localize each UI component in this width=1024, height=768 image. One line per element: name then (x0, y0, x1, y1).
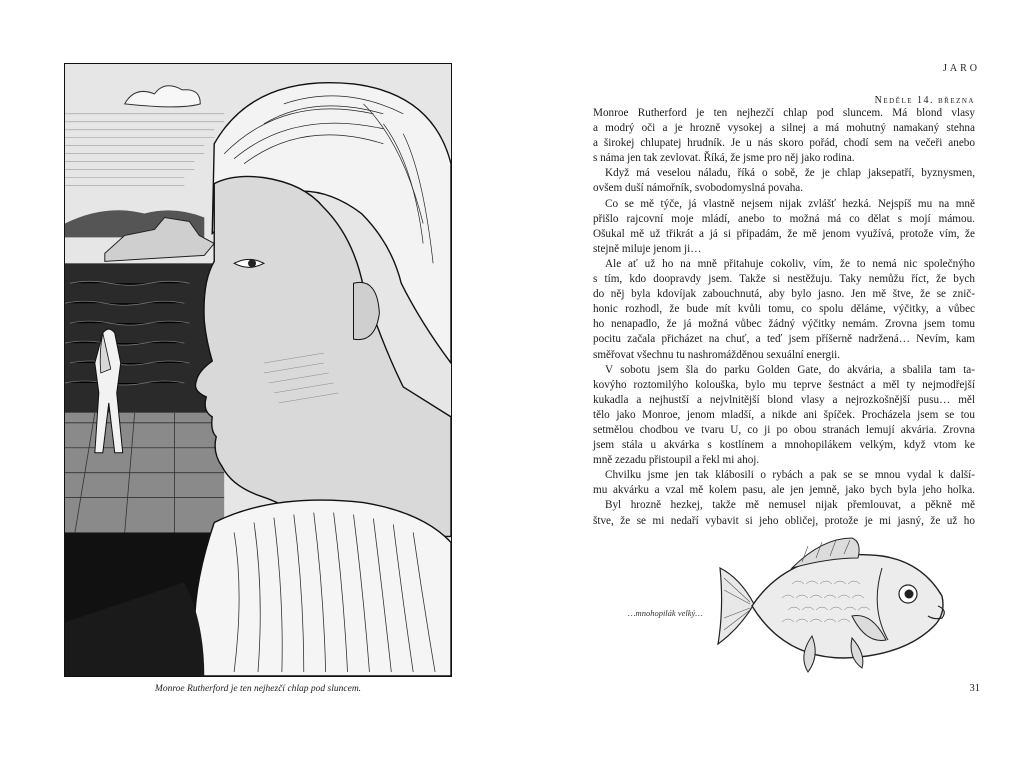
fish-illustration (712, 528, 952, 678)
text-line: tělo jako Monroe, jenom mladší, a nikde ani špíček. Procházela jsem se tou (593, 408, 975, 421)
text-line: setmělou chodbou ve tvaru U, co ji po obou stranách lemují akvária. Zrovna (593, 423, 975, 436)
page-number: 31 (969, 683, 980, 694)
text-line: pocitu začala přicházet na chuť, a teď jsem příšerně nadržená… Nevím, kam (593, 333, 975, 346)
text-line: Co se mě týče, já vlastně nejsem nijak zvlášť hezká. Nejspíš mu na mně (605, 197, 975, 210)
text-line: Když má veselou náladu, říká o sobě, že je chlap jaksepatří, byznysmen, (605, 167, 975, 180)
text-line: Ošukal mě už třikrát a já si připadám, že mě jenom využívá, protože vím, že (593, 227, 975, 240)
fish-caption: …mnohopilák velký… (628, 608, 703, 618)
body-text (593, 106, 975, 529)
illustration-caption: Monroe Rutherford je ten nejhezčí chlap pod sluncem. (154, 684, 362, 694)
text-line: honic rozhodl, že bude mít kvůli tomu, co spolu děláme, výčitky, a vůbec (593, 303, 975, 316)
text-line: a širokej chlupatej hrudník. Je u nás skoro pořád, chodí sem na večeři anebo (593, 137, 975, 150)
text-line: mně zezadu přistoupil a řekl mi ahoj. (593, 454, 760, 467)
text-line: směřovat všechnu tu nashromážděnou sexuální energii. (593, 348, 841, 361)
text-line: Byl hrozně hezkej, takže mě nemusel nijak přemlouvat, a pěkně mě (605, 499, 975, 512)
text-line: kovýho roztomilýho kolouška, bylo mu teprve šestnáct a měl ty nejmodřejší (593, 378, 975, 391)
text-line: jsem stála u akvárka s kostlínem a mnohopilákem velkým, když vtom ke (593, 439, 975, 452)
text-line: Monroe Rutherford je ten nejhezčí chlap pod sluncem. Má blond vlasy (593, 107, 975, 119)
text-line: Chvilku jsme jen tak klábosili o rybách a pak se se mnou vydal k další- (605, 469, 975, 482)
portrait-illustration (64, 63, 452, 677)
date-heading: Neděle 14. března (874, 95, 975, 106)
text-line: kukadla a nejhustší a nejvlnitější blond vlasy a nejrozkošnější pusu… měl (593, 393, 975, 406)
fish-drawing (712, 528, 952, 678)
text-line: Ale ať už ho na mně přitahuje cokoliv, vím, že to nemá nic společnýho (605, 257, 975, 270)
text-line: ovšem duší námořník, svobodomyslná povaha. (593, 182, 804, 195)
text-line: štve, že se mi nedaří vybavit si jeho obličej, protože je mi jasný, že už ho (593, 514, 975, 527)
text-line: s tím, kdo doopravdy jsem. Takže si nestěžuju. Taky nemůžu říct, že bych (593, 273, 975, 286)
text-line: s náma jen tak zevlovat. Říká, že jsme pro něj jako rodina. (593, 152, 855, 165)
text-line: do něj byla kdovíjak zabouchnutá, aby bylo jasno. Jen mě štve, že se znič- (593, 288, 975, 301)
text-line: ho nenapadlo, že já možná vůbec žádný výčitky nemám. Zrovna jsem tomu (593, 318, 975, 331)
running-head: JARO (942, 63, 980, 74)
text-line: V sobotu jsem šla do parku Golden Gate, do akvária, a sbalila tam ta- (605, 363, 975, 376)
text-line: mu akvárku a vzal mě kolem pasu, ale jen jemně, jako bych byla jeho holka. (593, 484, 975, 497)
text-line: a modrý oči a je hrozně vysokej a silnej a má mohutný namakaný stehna (593, 122, 975, 135)
portrait-drawing (65, 64, 451, 676)
text-line: stejně miluje jenom ji… (593, 242, 702, 255)
text-line: přišlo rajcovní moje mládí, anebo to možná má co dělat s mojí mámou. (593, 212, 975, 225)
